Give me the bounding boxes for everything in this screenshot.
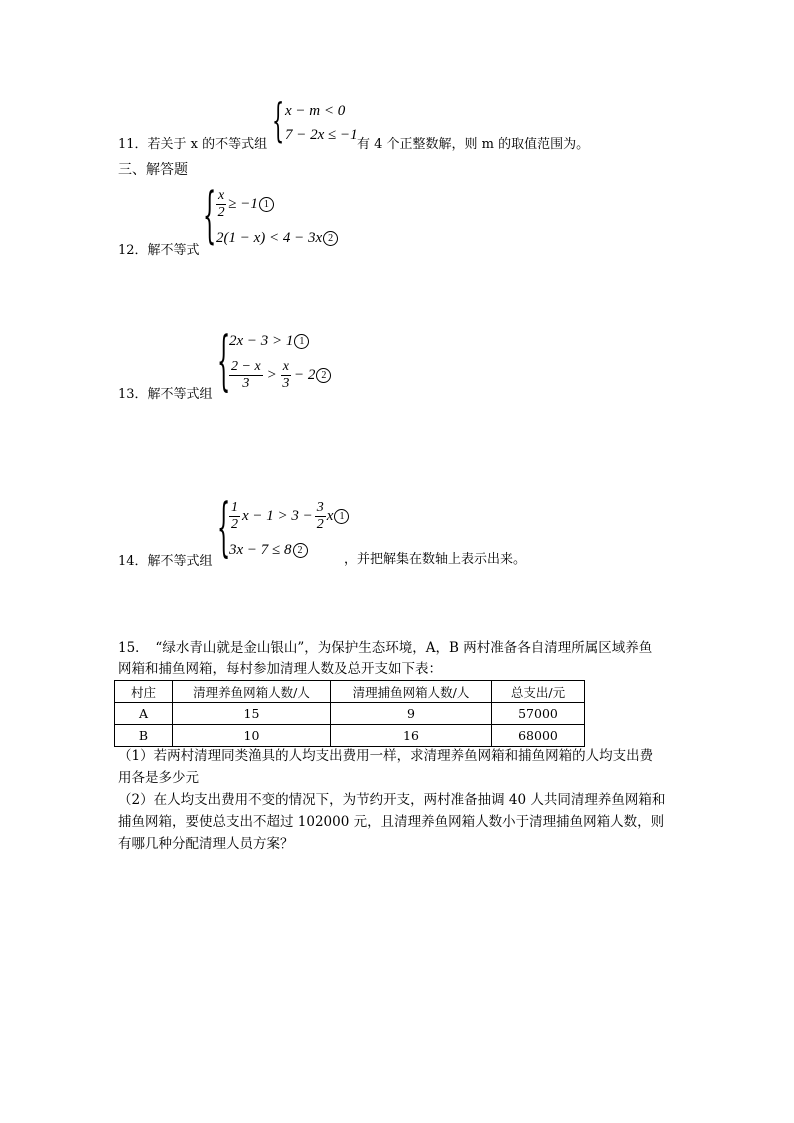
q11-brace: { xyxy=(272,94,285,148)
table-cell: 68000 xyxy=(492,725,585,747)
q15-part2-line3: 有哪几种分配清理人员方案？ xyxy=(118,836,294,852)
q11-eq1: x − m < 0 xyxy=(285,103,346,119)
q12-eq2-text: 2(1 − x) < 4 − 3x xyxy=(216,230,323,246)
q12-eq1-num: x xyxy=(218,188,225,203)
table-cell: 15 xyxy=(173,703,331,725)
table-header-cell: 清理养鱼网箱人数/人 xyxy=(173,681,331,703)
q13-eq1-mark: 1 xyxy=(294,334,309,349)
q14-brace: { xyxy=(217,492,231,566)
q13-eq1 xyxy=(229,333,309,350)
q15-intro-line1: 15． “绿水青山就是金山银山”，为保护生态环境，A，B 两村准备各自清理所属区域养鱼 xyxy=(118,640,653,656)
q14-eq1-rest: x xyxy=(326,508,334,524)
table-cell: 57000 xyxy=(492,703,585,725)
q14-eq2-mark: 2 xyxy=(293,543,308,558)
q13-eq2-num1: 2 − x xyxy=(231,359,261,374)
table-header-cell: 总支出/元 xyxy=(492,681,585,703)
q13-eq1-text: 2x − 3 > 1 xyxy=(229,333,294,349)
q13-eq2-den2: 3 xyxy=(282,376,290,391)
q15-part2-line1: （2）在人均支出费用不变的情况下，为节约开支，两村准备抽调 40 人共同清理养鱼网箱和 xyxy=(118,792,666,808)
q14-prefix: 14．解不等式组 xyxy=(118,554,213,569)
q13-prefix: 13．解不等式组 xyxy=(118,387,213,402)
q12-eq2 xyxy=(216,230,338,247)
table-cell: 9 xyxy=(331,703,492,725)
table-cell: B xyxy=(115,725,173,747)
table-row xyxy=(115,703,585,725)
section-title: 三、解答题 xyxy=(118,162,188,178)
q11-prefix: 11．若关于 x 的不等式组 xyxy=(118,137,268,152)
q14-eq2-text: 3x − 7 ≤ 8 xyxy=(229,542,292,558)
q12-eq1 xyxy=(216,188,274,221)
q12-eq2-mark: 2 xyxy=(323,231,338,246)
q15-intro-line2: 网箱和捕鱼网箱，每村参加清理人数及总开支如下表： xyxy=(118,661,442,677)
table-header-cell: 清理捕鱼网箱人数/人 xyxy=(331,681,492,703)
q13-eq2-op: > xyxy=(266,367,277,383)
q14-eq1-num2: 3 xyxy=(316,500,324,515)
q14-eq1 xyxy=(229,500,349,533)
q14-eq1-mark: 1 xyxy=(334,509,349,524)
q12-eq1-mark: 1 xyxy=(259,197,274,212)
q11-eq2: 7 − 2x ≤ −1 xyxy=(285,127,358,143)
q14-eq1-den1: 2 xyxy=(231,517,238,532)
table-cell: 16 xyxy=(331,725,492,747)
table-header-cell: 村庄 xyxy=(115,681,173,703)
q12-eq1-rest: ≥ −1 xyxy=(228,196,258,212)
q13-eq2-num2: x xyxy=(282,359,290,374)
q13-eq2 xyxy=(229,359,331,392)
q12-brace: { xyxy=(203,181,217,252)
table-cell: 10 xyxy=(173,725,331,747)
table-header-row xyxy=(115,681,585,703)
q13-eq2-rest: − 2 xyxy=(294,367,316,383)
table-cell: A xyxy=(115,703,173,725)
q13-eq2-den1: 3 xyxy=(242,376,250,391)
q15-part1-line1: （1）若两村清理同类渔具的人均支出费用一样，求清理养鱼网箱和捕鱼网箱的人均支出费 xyxy=(118,748,654,764)
q15-part2-line2: 捕鱼网箱，要使总支出不超过 102000 元，且清理养鱼网箱人数小于清理捕鱼网箱人数，则 xyxy=(118,814,665,830)
q15-part1-line2: 用各是多少元 xyxy=(118,770,199,786)
q14-eq1-num1: 1 xyxy=(231,500,238,515)
q14-eq1-den2: 2 xyxy=(316,517,324,532)
q14-eq1-mid: x − 1 > 3 − xyxy=(242,508,313,524)
q12-prefix: 12．解不等式 xyxy=(118,243,200,258)
q12-eq1-den: 2 xyxy=(217,205,225,220)
q13-eq2-mark: 2 xyxy=(316,368,331,383)
table-row xyxy=(115,725,585,747)
q13-brace: { xyxy=(217,325,231,400)
q11-suffix: 有 4 个正整数解，则 m 的取值范围为。 xyxy=(357,137,590,152)
q15-table xyxy=(114,680,585,747)
q14-suffix: ，并把解集在数轴上表示出来。 xyxy=(344,552,527,567)
q14-eq2 xyxy=(229,542,308,559)
